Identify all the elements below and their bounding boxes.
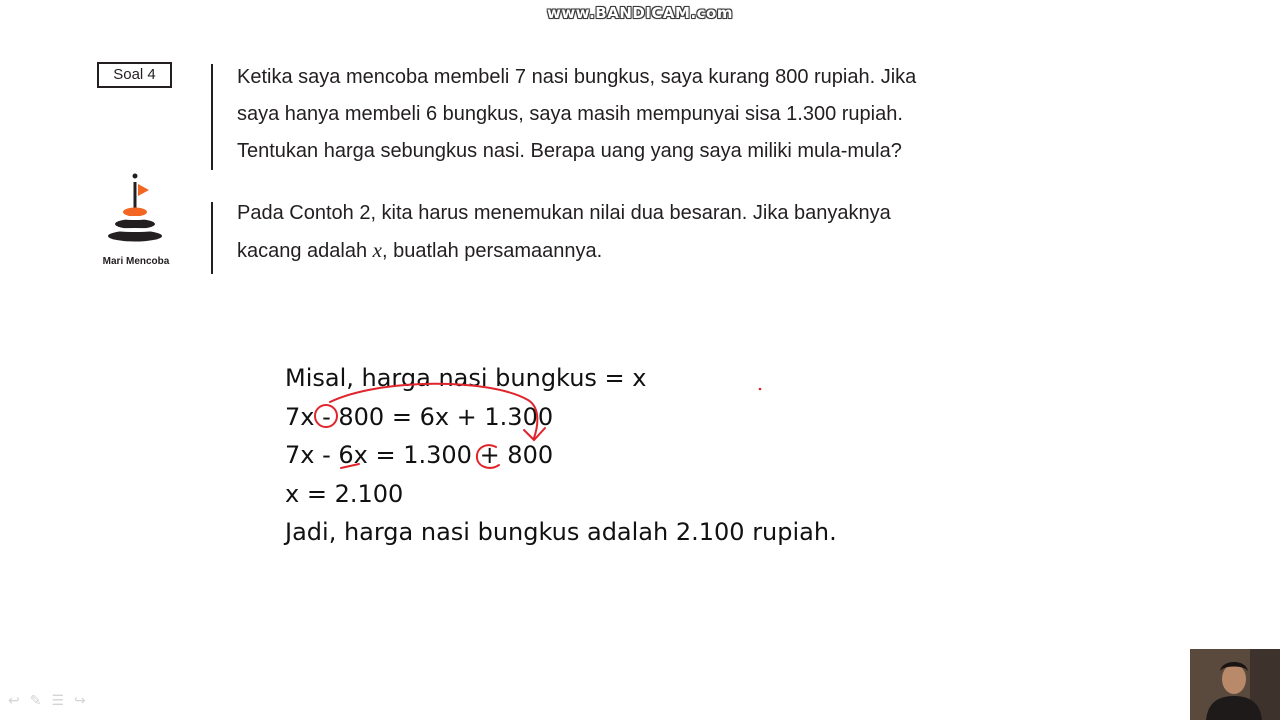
variable-x: x bbox=[372, 238, 382, 262]
soal-divider bbox=[211, 64, 213, 170]
mari-text bbox=[237, 195, 891, 270]
tower-flag-icon bbox=[104, 172, 166, 250]
bandicam-watermark: www.BANDICAM.com bbox=[546, 4, 733, 22]
mari-divider bbox=[211, 202, 213, 274]
mari-mencoba-label: Mari Mencoba bbox=[102, 256, 170, 267]
presenter-icon bbox=[1190, 649, 1280, 720]
soal-line-3: Tentukan harga sebungkus nasi. Berapa uang yang saya miliki mula-mula? bbox=[237, 140, 902, 162]
webcam-overlay bbox=[1190, 649, 1280, 720]
arrow-left-icon[interactable]: ↩ bbox=[8, 692, 20, 708]
mari-line-2-end: , buatlah persamaannya. bbox=[382, 240, 603, 262]
work-line-1: Misal, harga nasi bungkus = x bbox=[285, 364, 647, 392]
work-line-3: 7x - 6x = 1.300 + 800 bbox=[285, 441, 554, 469]
arrow-right-icon[interactable]: ↪ bbox=[74, 692, 86, 708]
work-line-5: Jadi, harga nasi bungkus adalah 2.100 rupiah. bbox=[285, 518, 837, 546]
soal-badge: Soal 4 bbox=[97, 62, 172, 88]
mari-line-2 bbox=[237, 232, 891, 270]
work-line-4: x = 2.100 bbox=[285, 479, 404, 508]
soal-text bbox=[237, 59, 916, 170]
solution-work bbox=[285, 359, 837, 552]
soal-line-1: Ketika saya mencoba membeli 7 nasi bungkus, saya kurang 800 rupiah. Jika bbox=[237, 66, 917, 88]
pen-icon[interactable]: ✎ bbox=[29, 692, 42, 708]
page-icon[interactable]: ☰ bbox=[51, 692, 65, 708]
mari-line-1: Pada Contoh 2, kita harus menemukan nilai dua besaran. Jika banyaknya bbox=[237, 202, 891, 224]
work-line-2: 7x - 800 = 6x + 1.300 bbox=[285, 402, 554, 431]
presentation-toolbar bbox=[8, 692, 86, 709]
soal-line-2: saya hanya membeli 6 bungkus, saya masih mempunyai sisa 1.300 rupiah. bbox=[237, 103, 903, 125]
mari-line-2-start: kacang adalah bbox=[237, 240, 373, 262]
